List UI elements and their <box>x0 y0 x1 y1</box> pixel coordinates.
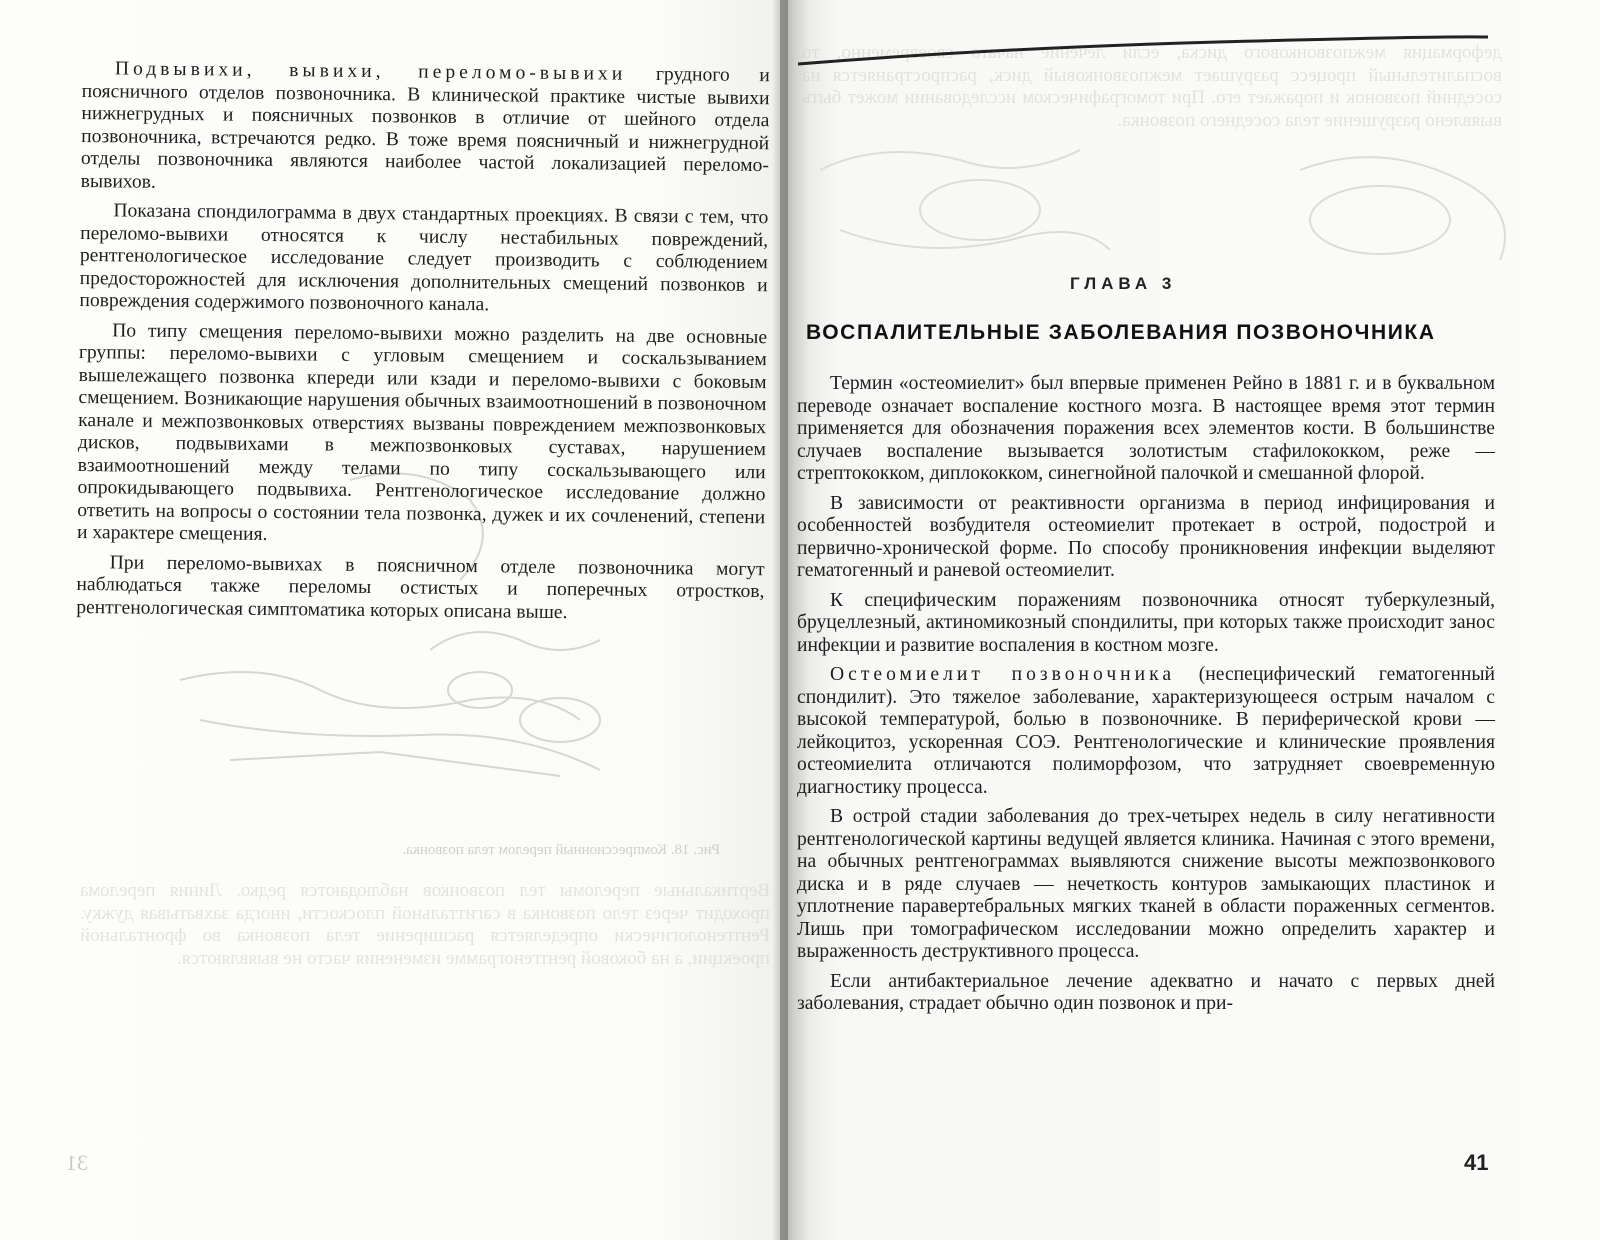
paragraph <box>797 373 1495 486</box>
paragraph <box>797 590 1495 658</box>
paragraph <box>797 493 1495 583</box>
paragraph-text: Если антибактериальное лечение адекватно и начато с первых дней заболевания, страдает обычно один позвонок и при- <box>797 970 1495 1014</box>
paragraph <box>79 200 768 320</box>
chapter-label: ГЛАВА 3 <box>1070 274 1177 293</box>
bleed-through-text-left: Вертикальные переломы тел позвонков наблюдаются редко. Линия перелома проходит через тело позвонка в сагиттальной плоскости, иногда захватывая дужку. Рентгенологически определяется расширение тела позвонка во фронтальной проекции, а на боковой рентгенограмме изменения часто не выявляются. <box>80 880 770 969</box>
left-page <box>0 0 780 1240</box>
bleed-through-text-right: деформация межпозвонкового диска, если лечение начато своевременно, то воспалительный процесс разрушает межпозвонковый диск, распространяется на соседний позвонок и поражает его. При томографическом исследовании может быть выявлено разрушение тела соседнего позвонка. <box>802 42 1502 131</box>
paragraph-text: В зависимости от реактивности организма в период инфицирования и особенностей возбудителя остеомиелит протекает в острой, подострой и первично-хронической форме. По способу проникновения инфекции выделяют гематогенный и раневой остеомиелит. <box>797 492 1495 581</box>
paragraph <box>76 551 765 626</box>
header-rule <box>798 34 1498 74</box>
bleed-through-page-number: 31 <box>66 1150 88 1175</box>
right-page <box>780 0 1600 1240</box>
paragraph-text: (неспецифический гематогенный спондилит). Это тяжелое заболевание, характеризующееся острым началом с высокой температурой, болью в позвоночнике. В периферической крови — лейкоцитоз, ускоренная СОЭ. Рентгенологические и клинические проявления остеомиелита отличаются полиморфозом, что затрудняет своевременную диагностику процесса. <box>797 664 1495 798</box>
right-page-text <box>797 373 1495 1016</box>
paragraph <box>81 58 770 200</box>
paragraph <box>797 971 1495 1016</box>
paragraph-lead: Подвывихи, вывихи, переломо-вывихи <box>114 58 627 85</box>
paragraph <box>77 319 767 551</box>
paragraph-lead: Остеомиелит позвоночника <box>830 664 1176 685</box>
page-number: 41 <box>1464 1150 1489 1175</box>
paragraph-text: Термин «остеомиелит» был впервые применен Рейно в 1881 г. и в буквальном переводе означает воспаление костного мозга. В настоящее время этот термин применяется для обозначения поражения всех элементов кости. В большинстве случаев воспаление вызывается золотистым стафилококком, реже — стрептококком, диплококком, синегнойной палочкой и смешанной флорой. <box>797 373 1495 484</box>
book-spine-shadow <box>772 0 788 1240</box>
paragraph-text: При переломо-вывихах в поясничном отделе позвоночника могут наблюдаться также переломы остистых и поперечных отростков, рентгенологическая симптоматика которых описана выше. <box>76 551 765 623</box>
left-page-text <box>76 58 770 626</box>
paragraph <box>797 664 1495 799</box>
paragraph <box>797 806 1495 964</box>
paragraph-text: К специфическим поражениям позвоночника относят туберкулезный, бруцеллезный, актиномикозный спондилиты, при которых также происходит занос инфекции и развитие воспаления в костном мозге. <box>797 589 1495 656</box>
paragraph-text: Показана спондилограмма в двух стандартных проекциях. В связи с тем, что переломо-вывихи относятся к числу нестабильных повреждений, рентгенологическое исследование следует производить с соблюдением предосторожностей для исключения дополнительных смещений позвонков и повреждения содержимого позвоночного канала. <box>79 200 769 316</box>
bleed-through-caption: Рис. 18. Компрессионный перелом тела позвонка. <box>402 842 720 858</box>
paragraph-text: грудного и поясничного отделов позвоночника. В клинической практике чистые вывихи нижнегрудных и поясничных позвонков в отличие от шейного отдела позвоночника, встречаются редко. В тоже время поясничный и нижнегрудной отделы позвоночника являются наиболее частой локализацией переломо-вывихов. <box>80 63 770 193</box>
paragraph-text: В острой стадии заболевания до трех-четырех недель в силу негативности рентгенологической картины ведущей является клиника. Начиная с этого времени, на обычных рентгенограммах выявляются снижение высоты межпозвонкового диска и в ряде случаев — нечеткость контуров замыкающих пластинок и уплотнение паравертебральных мягких тканей в области пораженных сегментов. Лишь при томографическом исследовании можно определить характер и выраженность деструктивного процесса. <box>797 806 1495 962</box>
chapter-title: ВОСПАЛИТЕЛЬНЫЕ ЗАБОЛЕВАНИЯ ПОЗВОНОЧНИКА <box>806 321 1436 344</box>
paragraph-text: По типу смещения переломо-вывихи можно разделить на две основные группы: переломо-вывихи с угловым смещением и соскальзыванием вышележащего позвонка кпереди или кзади и переломо-вывихи с боковым смещением. Возникающие нарушения обычных взаимоотношений в позвоночном канале и межпозвонковых отверстиях вызваны повреждением межпозвонковых дисков, подвывихами в межпозвонковых суставах, нарушением взаимоотношений между телами по типу соскальзывающего или опрокидывающего подвывиха. Рентгенологическое исследование должно ответить на вопросы о состоянии тела позвонка, дужек и их сочленений, степени и характере смещения. <box>76 319 768 545</box>
